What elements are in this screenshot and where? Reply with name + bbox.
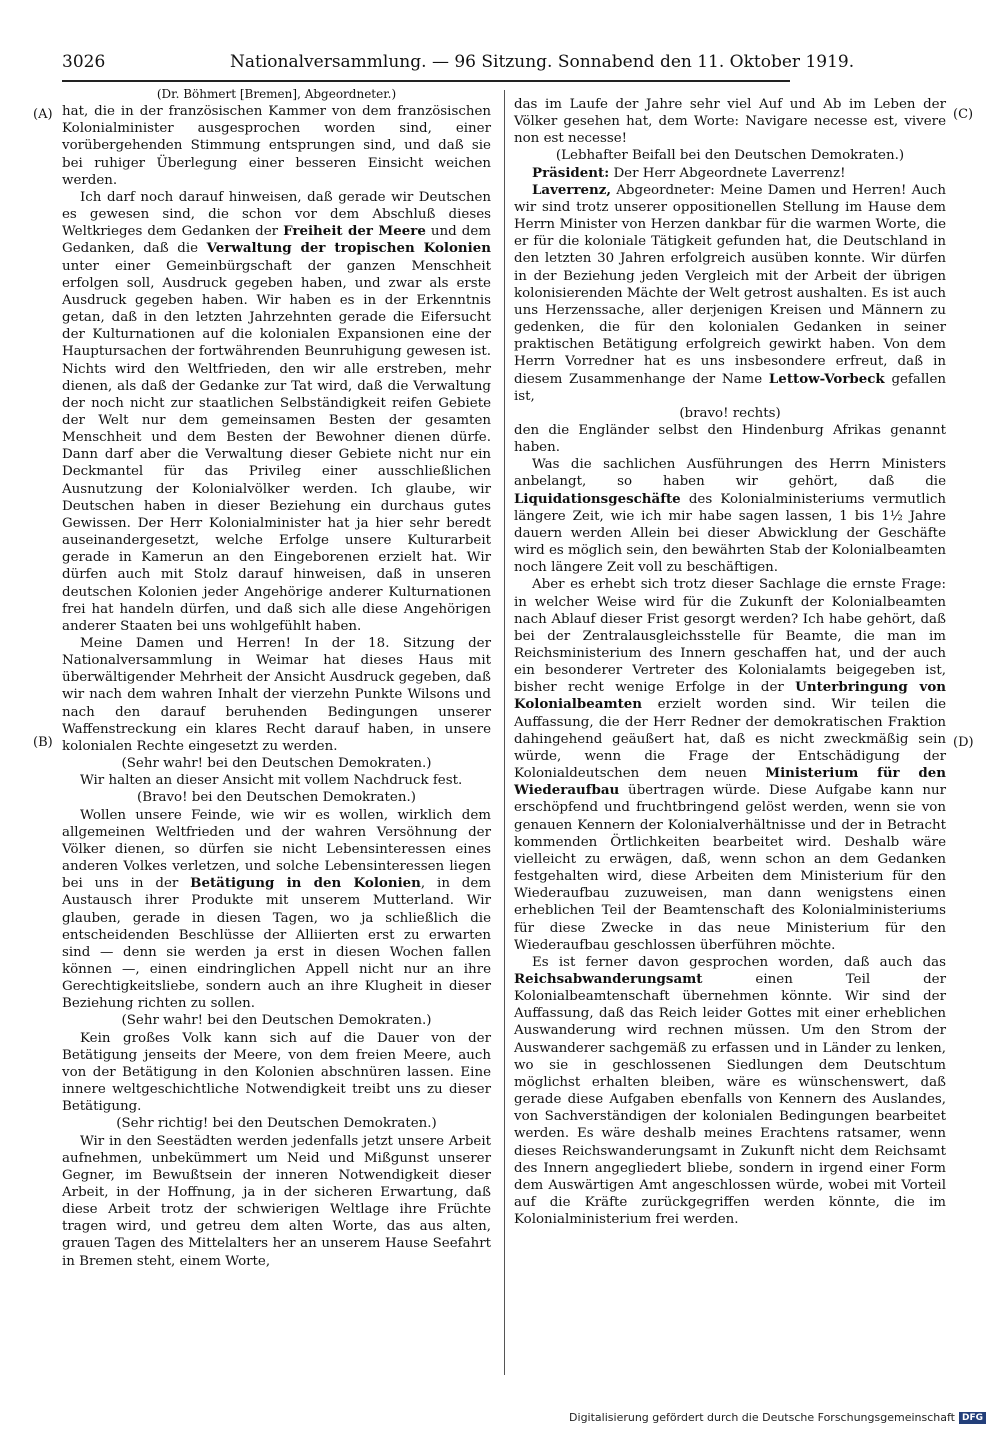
- speaker-name: Präsident:: [532, 164, 610, 181]
- paragraph: Es ist ferner davon gesprochen worden, daß auch das Reichsabwanderungsamt einen Teil der Kolonialbeamtenschaft übernehmen könnte. Wir sind der Auffassung, daß das Reich leider Gottes mit einer erheblichen Auswanderung wird rechnen müssen. Um den Strom der Auswanderer sachgemäß zu erfassen und in Länder zu lenken, wo sie in geschlossenen Siedlungen dem Deutschtum möglichst erhalten bleiben, wäre es wünschenswert, daß gerade diese Aufgaben ebenfalls von Kennern des Auslandes, von Sachverständigen der kolonialen Bedingungen bearbeitet werden. Es wäre deshalb meines Erachtens ratsamer, wenn dieses Reichswanderungsamt in Zukunft nicht dem Reichsamt des Innern angegliedert bliebe, sondern in irgend einer Form dem Auswärtigen Amt angeschlossen würde, wobei mit Vorteil auf die Kräfte zurückgegriffen werden könnte, die im Kolonialministerium frei werden.: [514, 954, 946, 1228]
- paragraph: Wir in den Seestädten werden jedenfalls jetzt unsere Arbeit aufnehmen, unbekümmert um Neid und Mißgunst unserer Gegner, im Bewußtsein der inneren Notwendigkeit dieser Arbeit, in der Hoffnung, ja in der sicheren Erwartung, daß diese Arbeit trotz der schwierigen Weltlage ihre Früchte tragen wird, und getreu dem alten Worte, das aus alten, grauen Tagen des Mittelalters her an unserem Hause Seefahrt in Bremen steht, einem Worte,: [62, 1133, 491, 1269]
- right-column: [514, 96, 946, 1228]
- emphasis: Betätigung in den Kolonien: [190, 875, 421, 892]
- paragraph: Ich darf noch darauf hinweisen, daß gerade wir Deutschen es gewesen sind, die schon vor dem Abschluß dieses Weltkrieges dem Gedanken der Freiheit der Meere und dem Gedanken, daß die Verwaltung der tropischen Kolonien unter einer Gemeinbürgschaft der ganzen Menschheit erfolgen soll, Ausdruck gegeben haben, und zwar als erste Ausdruck gegeben haben. Wir haben es in der Erkenntnis getan, daß in den letzten Jahrzehnten gerade die Eifersucht der Kulturnationen auf die kolonialen Expansionen eine der Hauptursachen der fortwährenden Beunruhigung gewesen ist. Nichts wird den Weltfrieden, den wir alle erstreben, mehr dienen, als daß der Gedanke zur Tat wird, daß die Verwaltung der noch nicht zur staatlichen Selbständigkeit reifen Gebiete der Welt nur dem gemeinsamen Besten der gesamten Menschheit und dem Besten der Bewohner dienen dürfe. Dann darf aber die Verwaltung dieser Gebiete nicht nur ein Deckmantel für das Privileg einer ausschließlichen Ausnutzung der Kolonialvölker werden. Ich glaube, wir Deutschen haben in dieser Beziehung ein durchaus gutes Gewissen. Der Herr Kolonialminister hat ja hier sehr beredt auseinandergesetzt, welche Erfolge unsere Kulturarbeit gerade in Kamerun an den Eingeborenen erzielt hat. Wir dürfen auch mit Stolz darauf hinweisen, daß in unseren deutschen Kolonien jeder Angehörige anderer Kulturnationen frei hat handeln dürfen, und daß sich alle diese Angehörigen anderer Staaten bei uns wohlgefühlt haben.: [62, 189, 491, 634]
- dfg-logo: DFG: [959, 1412, 986, 1424]
- paragraph: Wollen unsere Feinde, wie wir es wollen, wirklich dem allgemeinen Weltfrieden und der wahren Versöhnung der Völker dienen, so dürfen sie nicht Lebensinteressen eines anderen Volkes verletzen, und solche Lebensinteressen liegen bei uns in der Betätigung in den Kolonien, in dem Austausch ihrer Produkte mit unserem Mutterland. Wir glauben, gerade in diesen Tagen, wo ja schließlich die entscheidenden Beschlüsse der Alliierten erst zu erwarten sind — denn sie werden ja erst in diesen Wochen fallen können —, einen eindringlichen Appell nicht nur an ihre Gerechtigkeitsliebe, sondern auch an ihre Klugheit in dieser Beziehung richten zu sollen.: [62, 807, 491, 1012]
- emphasis: Verwaltung der tropischen Kolonien: [206, 240, 491, 257]
- emphasis: Liquidationsgeschäfte: [514, 490, 681, 507]
- reaction: (Bravo! bei den Deutschen Demokraten.): [137, 790, 416, 806]
- emphasis: Ministerium für den Wiederaufbau: [514, 765, 946, 799]
- reaction: (bravo! rechts): [679, 405, 781, 421]
- paragraph: das im Laufe der Jahre sehr viel Auf und Ab im Leben der Völker gesehen hat, dem Worte: Navigare necesse est, vivere non est necesse!: [514, 97, 946, 147]
- speaker-name: Laverrenz,: [532, 181, 612, 198]
- footer-credit: Digitalisierung gefördert durch die Deutsche Forschungsgemeinschaft: [569, 1411, 955, 1424]
- paragraph: Kein großes Volk kann sich auf die Dauer von der Betätigung jenseits der Meere, von dem freien Meere, auch von der Betätigung in den Kolonien abschnüren lassen. Eine innere weltgeschichtliche Notwendigkeit treibt uns zu dieser Betätigung.: [62, 1030, 491, 1115]
- emphasis: Freiheit der Meere: [283, 223, 426, 240]
- reaction: (Sehr richtig! bei den Deutschen Demokraten.): [116, 1116, 437, 1132]
- reaction: (Sehr wahr! bei den Deutschen Demokraten.): [121, 756, 432, 772]
- digitization-footer: [569, 1411, 986, 1424]
- page-number: 3026: [62, 52, 106, 72]
- running-title: Nationalversammlung. — 96 Sitzung. Sonnabend den 11. Oktober 1919.: [230, 52, 855, 72]
- emphasis: Reichsabwanderungsamt: [514, 970, 703, 987]
- president-line: Präsident: Der Herr Abgeordnete Laverrenz!: [532, 164, 846, 181]
- page-header: [62, 52, 855, 78]
- paragraph: Wir halten an dieser Ansicht mit vollem Nachdruck fest.: [80, 773, 463, 789]
- paragraph: den die Engländer selbst den Hindenburg Afrikas genannt haben.: [514, 422, 946, 456]
- reaction: (Lebhafter Beifall bei den Deutschen Demokraten.): [555, 148, 905, 164]
- paragraph: Was die sachlichen Ausführungen des Herrn Ministers anbelangt, so haben wir gehört, daß die Liquidationsgeschäfte des Kolonialministeriums vermutlich längere Zeit, wie ich mir habe sagen lassen, 1 bis 1½ Jahre dauern werden Allein bei dieser Abwicklung der Geschäfte wird es möglich sein, den bewährten Stab der Kolonialbeamten noch längere Zeit voll zu beschäftigen.: [514, 457, 946, 576]
- emphasis: Lettow-Vorbeck: [768, 370, 885, 387]
- margin-marker-d: (D): [953, 735, 974, 750]
- margin-marker-c: (C): [953, 107, 974, 122]
- paragraph: hat, die in der französischen Kammer von dem französischen Kolonialminister ausgesprochen worden sind, einer vorübergehenden Stimmung entsprungen sind, und daß sie bei ruhiger Überlegung einer besseren Einsicht weichen werden.: [62, 104, 491, 188]
- paragraph: Aber es erhebt sich trotz dieser Sachlage die ernste Frage: in welcher Weise wird für die Zukunft der Kolonialbeamten nach Ablauf dieser Frist gesorgt werden? Ich habe gehört, daß bei der Zentralausgleichsstelle für Beamte, die man im Reichsministerium des Innern geschaffen hat, und der auch ein besonderer Vertreter des Kolonialamts beigegeben ist, bisher recht wenige Erfolge in der Unterbringung von Kolonialbeamten erzielt worden sind. Wir teilen die Auffassung, die der Herr Redner der demokratischen Fraktion dahingehend geäußert hat, daß es nicht zweckmäßig sein würde, wenn die Frage der Entschädigung der Kolonialdeutschen dem neuen Ministerium für den Wiederaufbau übertragen würde. Diese Aufgabe kann nur erschöpfend und fruchtbringend gelöst werden, wenn sie von genauen Kennern der Kolonialverhältnisse und der in Betracht kommenden Örtlichkeiten bearbeitet wird. Deshalb wäre vielleicht zu erwägen, daß, wenn schon an dem Gedanken festgehalten wird, diese Arbeiten dem Ministerium für den Wiederaufbau zuzuweisen, man dann wenigstens einen erheblichen Teil der Beamtenschaft des Kolonialministeriums für diese Zwecke in das neue Ministerium für den Wiederaufbau geschlossen überführen möchte.: [514, 577, 946, 953]
- speaker-line: (Dr. Böhmert [Bremen], Abgeordneter.): [156, 87, 397, 101]
- left-column: [62, 86, 491, 1270]
- margin-marker-a: (A): [33, 107, 53, 122]
- emphasis: Unterbringung von Kolonialbeamten: [514, 679, 946, 713]
- paragraph: Meine Damen und Herren! In der 18. Sitzung der Nationalversammlung in Weimar hat dieses Haus mit überwältigender Mehrheit der Ansicht Ausdruck gegeben, daß wir nach dem wahren Inhalt der vierzehn Punkte Wilsons und nach den darauf beruhenden Bedingungen unserer Waffenstreckung ein klares Recht darauf haben, in unsere kolonialen Rechte eingesetzt zu werden.: [62, 636, 491, 754]
- column-divider: [504, 90, 505, 1375]
- header-rule: [62, 80, 790, 82]
- paragraph: Laverrenz, Abgeordneter: Meine Damen und Herren! Auch wir sind trotz unserer oppositionellen Stellung im Hause dem Herrn Minister von Herzen dankbar für die warmen Worte, die er für die koloniale Tätigkeit gefunden hat, die Deutschland in den letzten 30 Jahren erfolgreich ausüben konnte. Wir dürfen in der Beziehung jeden Vergleich mit der Arbeit der übrigen kolonisierenden Mächte der Welt getrost aushalten. Es ist auch uns Herzenssache, aller derjenigen Kreisen und Männern zu gedenken, die für den kolonialen Gedanken in seiner praktischen Betätigung erfolgreich gewirkt haben. Von dem Herrn Vorredner hat es uns insbesondere erfreut, daß in diesem Zusammenhange der Name Lettow-Vorbeck gefallen ist,: [514, 181, 946, 404]
- reaction: (Sehr wahr! bei den Deutschen Demokraten.): [121, 1013, 432, 1029]
- margin-marker-b: (B): [33, 735, 53, 750]
